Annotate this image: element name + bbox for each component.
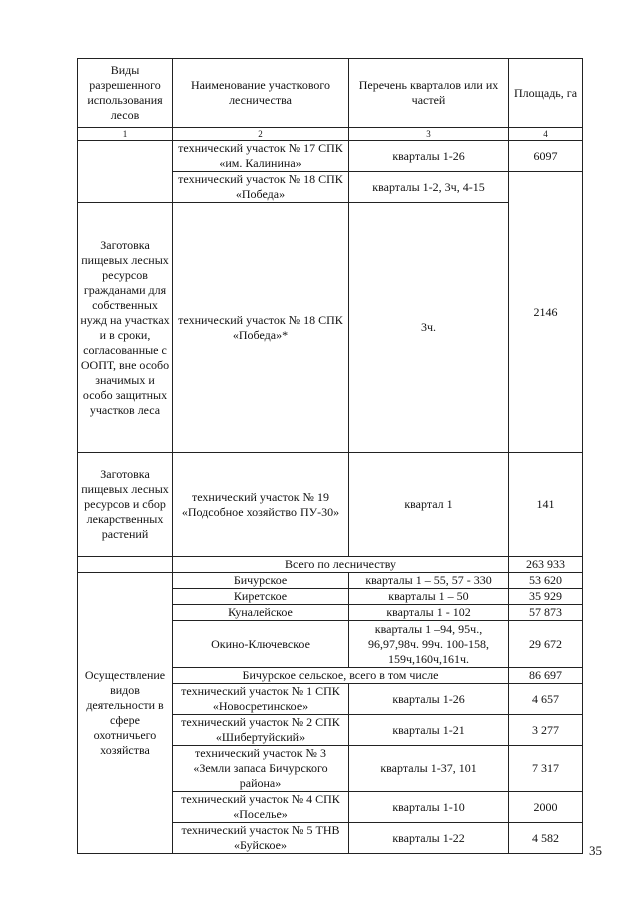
forest-use-table: [77, 58, 583, 854]
area-cell: 53 620: [509, 573, 583, 589]
area-cell: 57 873: [509, 605, 583, 621]
use-type-cell: Осуществление видов деятельности в сфере охотничьего хозяйства: [78, 573, 173, 854]
subtotal-label: Бичурское сельское, всего в том числе: [173, 668, 509, 684]
table-header-row: [78, 59, 583, 128]
quarters-cell: кварталы 1-10: [349, 792, 509, 823]
quarters-cell: кварталы 1 – 55, 57 - 330: [349, 573, 509, 589]
table-row: [78, 141, 583, 172]
quarters-cell: кварталы 1-26: [349, 684, 509, 715]
forestry-name-cell: технический участок № 18 СПК «Победа»: [173, 172, 349, 203]
quarters-cell: кварталы 1-2, 3ч, 4-15: [349, 172, 509, 203]
page-number: 35: [589, 843, 602, 858]
header-area: Площадь, га: [509, 59, 583, 128]
area-cell: 6097: [509, 141, 583, 172]
forestry-name-cell: Бичурское: [173, 573, 349, 589]
quarters-cell: кварталы 1 – 50: [349, 589, 509, 605]
header-forestry-name: Наименование участкового лесничества: [173, 59, 349, 128]
header-use-type: Виды разрешенного использования лесов: [78, 59, 173, 128]
area-cell: 2146: [509, 172, 583, 453]
forestry-name-cell: технический участок № 18 СПК «Победа»*: [173, 203, 349, 453]
column-number: 1: [78, 128, 173, 141]
total-label: Всего по лесничеству: [173, 557, 509, 573]
area-cell: 29 672: [509, 621, 583, 668]
area-cell: 141: [509, 453, 583, 557]
forestry-name-cell: технический участок № 17 СПК «им. Калинина»: [173, 141, 349, 172]
area-cell: 4 657: [509, 684, 583, 715]
column-number: 4: [509, 128, 583, 141]
column-number: 3: [349, 128, 509, 141]
empty-use-cell: [78, 141, 173, 203]
forestry-name-cell: технический участок № 19 «Подсобное хозяйство ПУ-30»: [173, 453, 349, 557]
area-cell: 2000: [509, 792, 583, 823]
table-row: [78, 573, 583, 589]
quarters-cell: кварталы 1 - 102: [349, 605, 509, 621]
forestry-name-cell: Куналейское: [173, 605, 349, 621]
use-type-cell: Заготовка пищевых лесных ресурсов гражданами для собственных нужд на участках и в сроки, согласованные с ООПТ, вне особо значимых и особо защитных участков леса: [78, 203, 173, 453]
area-cell: 3 277: [509, 715, 583, 746]
column-number: 2: [173, 128, 349, 141]
forestry-name-cell: Киретское: [173, 589, 349, 605]
forestry-name-cell: технический участок № 4 СПК «Поселье»: [173, 792, 349, 823]
area-cell: 7 317: [509, 746, 583, 792]
header-quarters-list: Перечень кварталов или их частей: [349, 59, 509, 128]
total-area: 263 933: [509, 557, 583, 573]
forestry-name-cell: технический участок № 5 ТНВ «Буйское»: [173, 823, 349, 854]
column-number-row: [78, 128, 583, 141]
forestry-name-cell: технический участок № 3 «Земли запаса Бичурского района»: [173, 746, 349, 792]
subtotal-area: 86 697: [509, 668, 583, 684]
quarters-cell: кварталы 1 –94, 95ч., 96,97,98ч. 99ч. 100-158, 159ч,160ч,161ч.: [349, 621, 509, 668]
forestry-name-cell: технический участок № 1 СПК «Новосретинское»: [173, 684, 349, 715]
quarters-cell: кварталы 1-37, 101: [349, 746, 509, 792]
quarters-cell: кварталы 1-21: [349, 715, 509, 746]
quarters-cell: кварталы 1-26: [349, 141, 509, 172]
empty-use-cell: [78, 557, 173, 573]
use-type-cell: Заготовка пищевых лесных ресурсов и сбор лекарственных растений: [78, 453, 173, 557]
quarters-cell: квартал 1: [349, 453, 509, 557]
area-cell: 35 929: [509, 589, 583, 605]
forestry-name-cell: технический участок № 2 СПК «Шибертуйский»: [173, 715, 349, 746]
area-cell: 4 582: [509, 823, 583, 854]
table-row: [78, 453, 583, 557]
forestry-name-cell: Окино-Ключевское: [173, 621, 349, 668]
quarters-cell: 3ч.: [349, 203, 509, 453]
table-row: [78, 203, 583, 453]
quarters-cell: кварталы 1-22: [349, 823, 509, 854]
total-row: [78, 557, 583, 573]
